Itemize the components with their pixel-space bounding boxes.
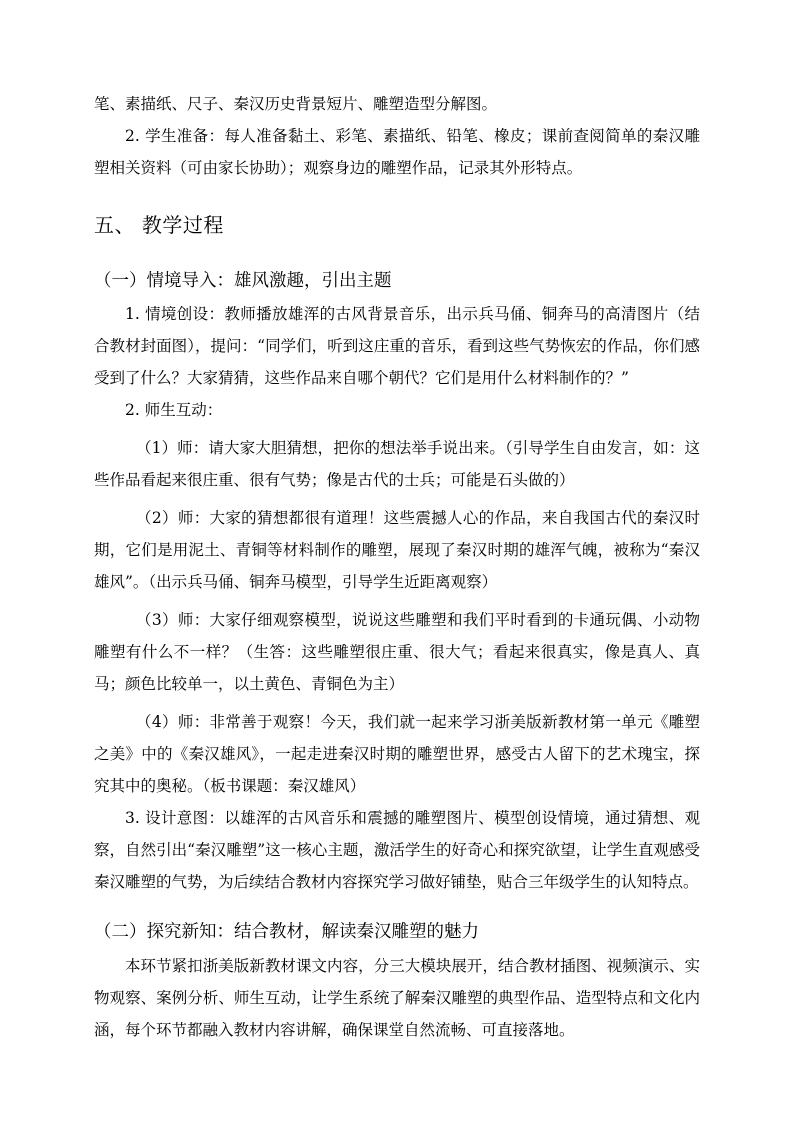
paragraph-materials-continued: 笔、素描纸、尺子、秦汉历史背景短片、雕塑造型分解图。 <box>94 95 498 113</box>
section-title-teaching-process: 五、 教学过程 <box>94 213 224 237</box>
subsection-title-explore: （二）探究新知：结合教材，解读秦汉雕塑的魅力 <box>94 922 479 942</box>
paragraph-interaction-heading: 2. 师生互动： <box>125 401 223 419</box>
subsection-title-introduction: （一）情境导入：雄风激趣，引出主题 <box>94 271 392 291</box>
document-page <box>94 88 700 1046</box>
paragraph-interaction-3: （3）师：大家仔细观察模型，说说这些雕塑和我们平时看到的卡通玩偶、小动物雕塑有什么不一样？（生答：这些雕塑很庄重、很大气；看起来很真实，像是真人、真马；颜色比较单一，以土黄色、青铜色为主） <box>94 611 700 693</box>
paragraph-scenario-creation: 1. 情境创设：教师播放雄浑的古风背景音乐，出示兵马俑、铜奔马的高清图片（结合教材封面图），提问：“同学们，听到这庄重的音乐，看到这些气势恢宏的作品，你们感受到了什么？大家猜猜，这些作品来自哪个朝代？它们是用什么材料制作的？” <box>94 305 700 387</box>
paragraph-design-intent: 3. 设计意图：以雄浑的古风音乐和震撼的雕塑图片、模型创设情境，通过猜想、观察，自然引出“秦汉雕塑”这一核心主题，激活学生的好奇心和探究欲望，让学生直观感受秦汉雕塑的气势，为后续结合教材内容探究学习做好铺垫，贴合三年级学生的认知特点。 <box>94 809 700 891</box>
paragraph-interaction-1: （1）师：请大家大胆猜想，把你的想法举手说出来。（引导学生自由发言，如：这些作品看起来很庄重、很有气势；像是古代的士兵；可能是石头做的） <box>94 439 700 489</box>
paragraph-student-preparation: 2. 学生准备：每人准备黏土、彩笔、素描纸、铅笔、橡皮；课前查阅简单的秦汉雕塑相关资料（可由家长协助）；观察身边的雕塑作品，记录其外形特点。 <box>94 127 700 177</box>
paragraph-explore-intro: 本环节紧扣浙美版新教材课文内容，分三大模块展开，结合教材插图、视频演示、实物观察、案例分析、师生互动，让学生系统了解秦汉雕塑的典型作品、造型特点和文化内涵，每个环节都融入教材内容讲解，确保课堂自然流畅、可直接落地。 <box>94 957 700 1039</box>
paragraph-interaction-2: （2）师：大家的猜想都很有道理！这些震撼人心的作品，来自我国古代的秦汉时期，它们是用泥土、青铜等材料制作的雕塑，展现了秦汉时期的雄浑气魄，被称为“秦汉雄风”。（出示兵马俑、铜奔马模型，引导学生近距离观察） <box>94 509 700 591</box>
paragraph-interaction-4: （4）师：非常善于观察！今天，我们就一起来学习浙美版新教材第一单元《雕塑之美》中的《秦汉雄风》，一起走进秦汉时期的雕塑世界，感受古人留下的艺术瑰宝，探究其中的奥秘。（板书课题：秦汉雄风） <box>94 713 700 795</box>
